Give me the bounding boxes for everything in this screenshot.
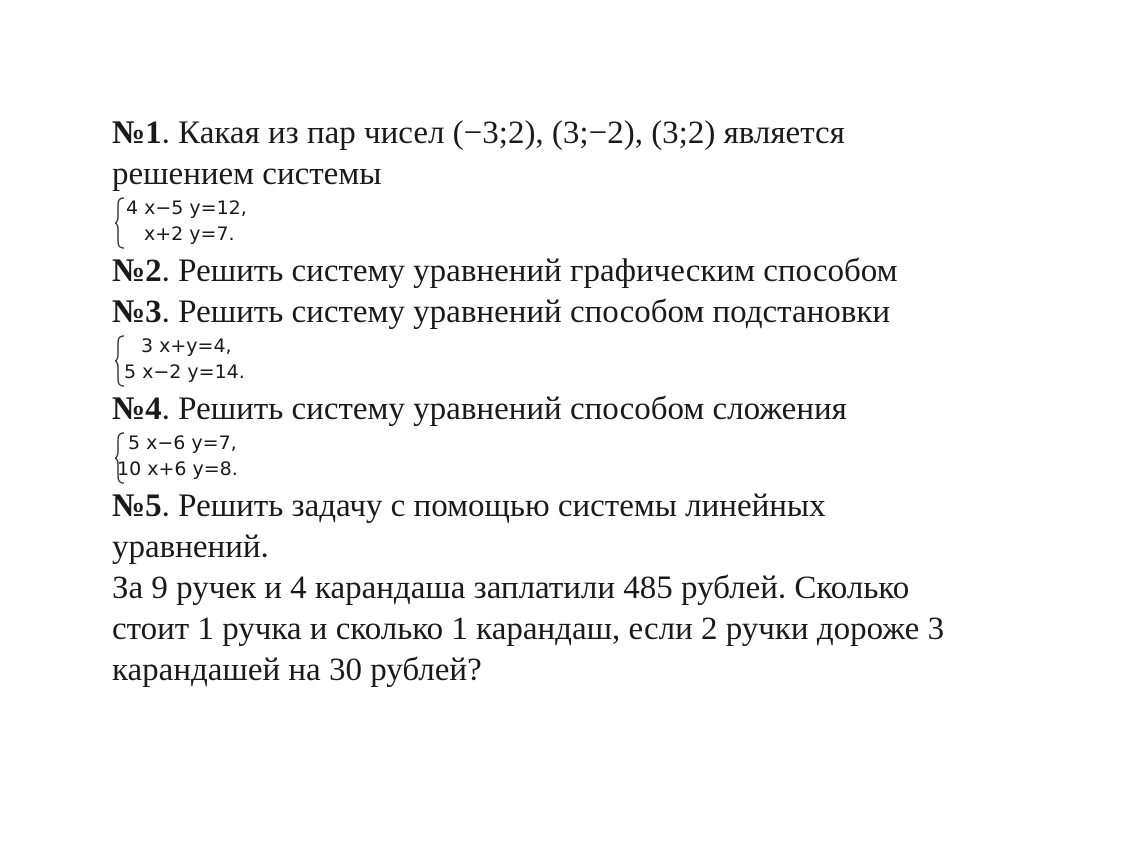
task2-line <box>112 251 1072 292</box>
system-brace-icon <box>114 195 126 251</box>
task1-number: №1 <box>112 115 162 151</box>
task5-line1 <box>112 486 1072 527</box>
task4-equation-system <box>114 430 1072 486</box>
task3-equation-2: 5 x−2 y=14. <box>124 361 245 383</box>
task1-equation-2: x+2 y=7. <box>144 223 235 245</box>
task5-line3: За 9 ручек и 4 карандаша заплатили 485 рублей. Сколько <box>112 570 910 606</box>
task1-equation-1: 4 x−5 y=12, <box>126 197 247 219</box>
task4-equation-2: 10 x+6 y=8. <box>117 458 238 480</box>
task3-equation-1: 3 x+y=4, <box>141 335 232 357</box>
task4-text: . Решить систему уравнений способом сложения <box>161 391 847 427</box>
task5-text: . Решить задачу с помощью системы линейных <box>161 488 826 524</box>
task3-number: №3 <box>112 294 162 330</box>
task1-equation-system <box>114 195 1072 251</box>
task-list <box>112 113 1072 691</box>
task4-equation-1: 5 x−6 y=7, <box>128 432 237 454</box>
task5-line2: уравнений. <box>112 529 269 565</box>
task5-number: №5 <box>112 488 162 524</box>
task2-text: . Решить систему уравнений графическим способом <box>161 253 898 289</box>
task5-line5: карандашей на 30 рублей? <box>112 652 482 688</box>
task1-line2: решением системы <box>112 156 382 192</box>
task2-number: №2 <box>112 253 162 289</box>
task3-text: . Решить систему уравнений способом подстановки <box>161 294 891 330</box>
task3-line <box>112 292 1072 333</box>
task3-equation-system <box>114 333 1072 389</box>
task5-line4: стоит 1 ручка и сколько 1 карандаш, если 2 ручки дороже 3 <box>112 611 945 647</box>
task4-number: №4 <box>112 391 162 427</box>
task4-line <box>112 389 1072 430</box>
task1-text: . Какая из пар чисел (−3;2), (3;−2), (3;2) является <box>161 115 845 151</box>
task1-line1 <box>112 113 1072 154</box>
